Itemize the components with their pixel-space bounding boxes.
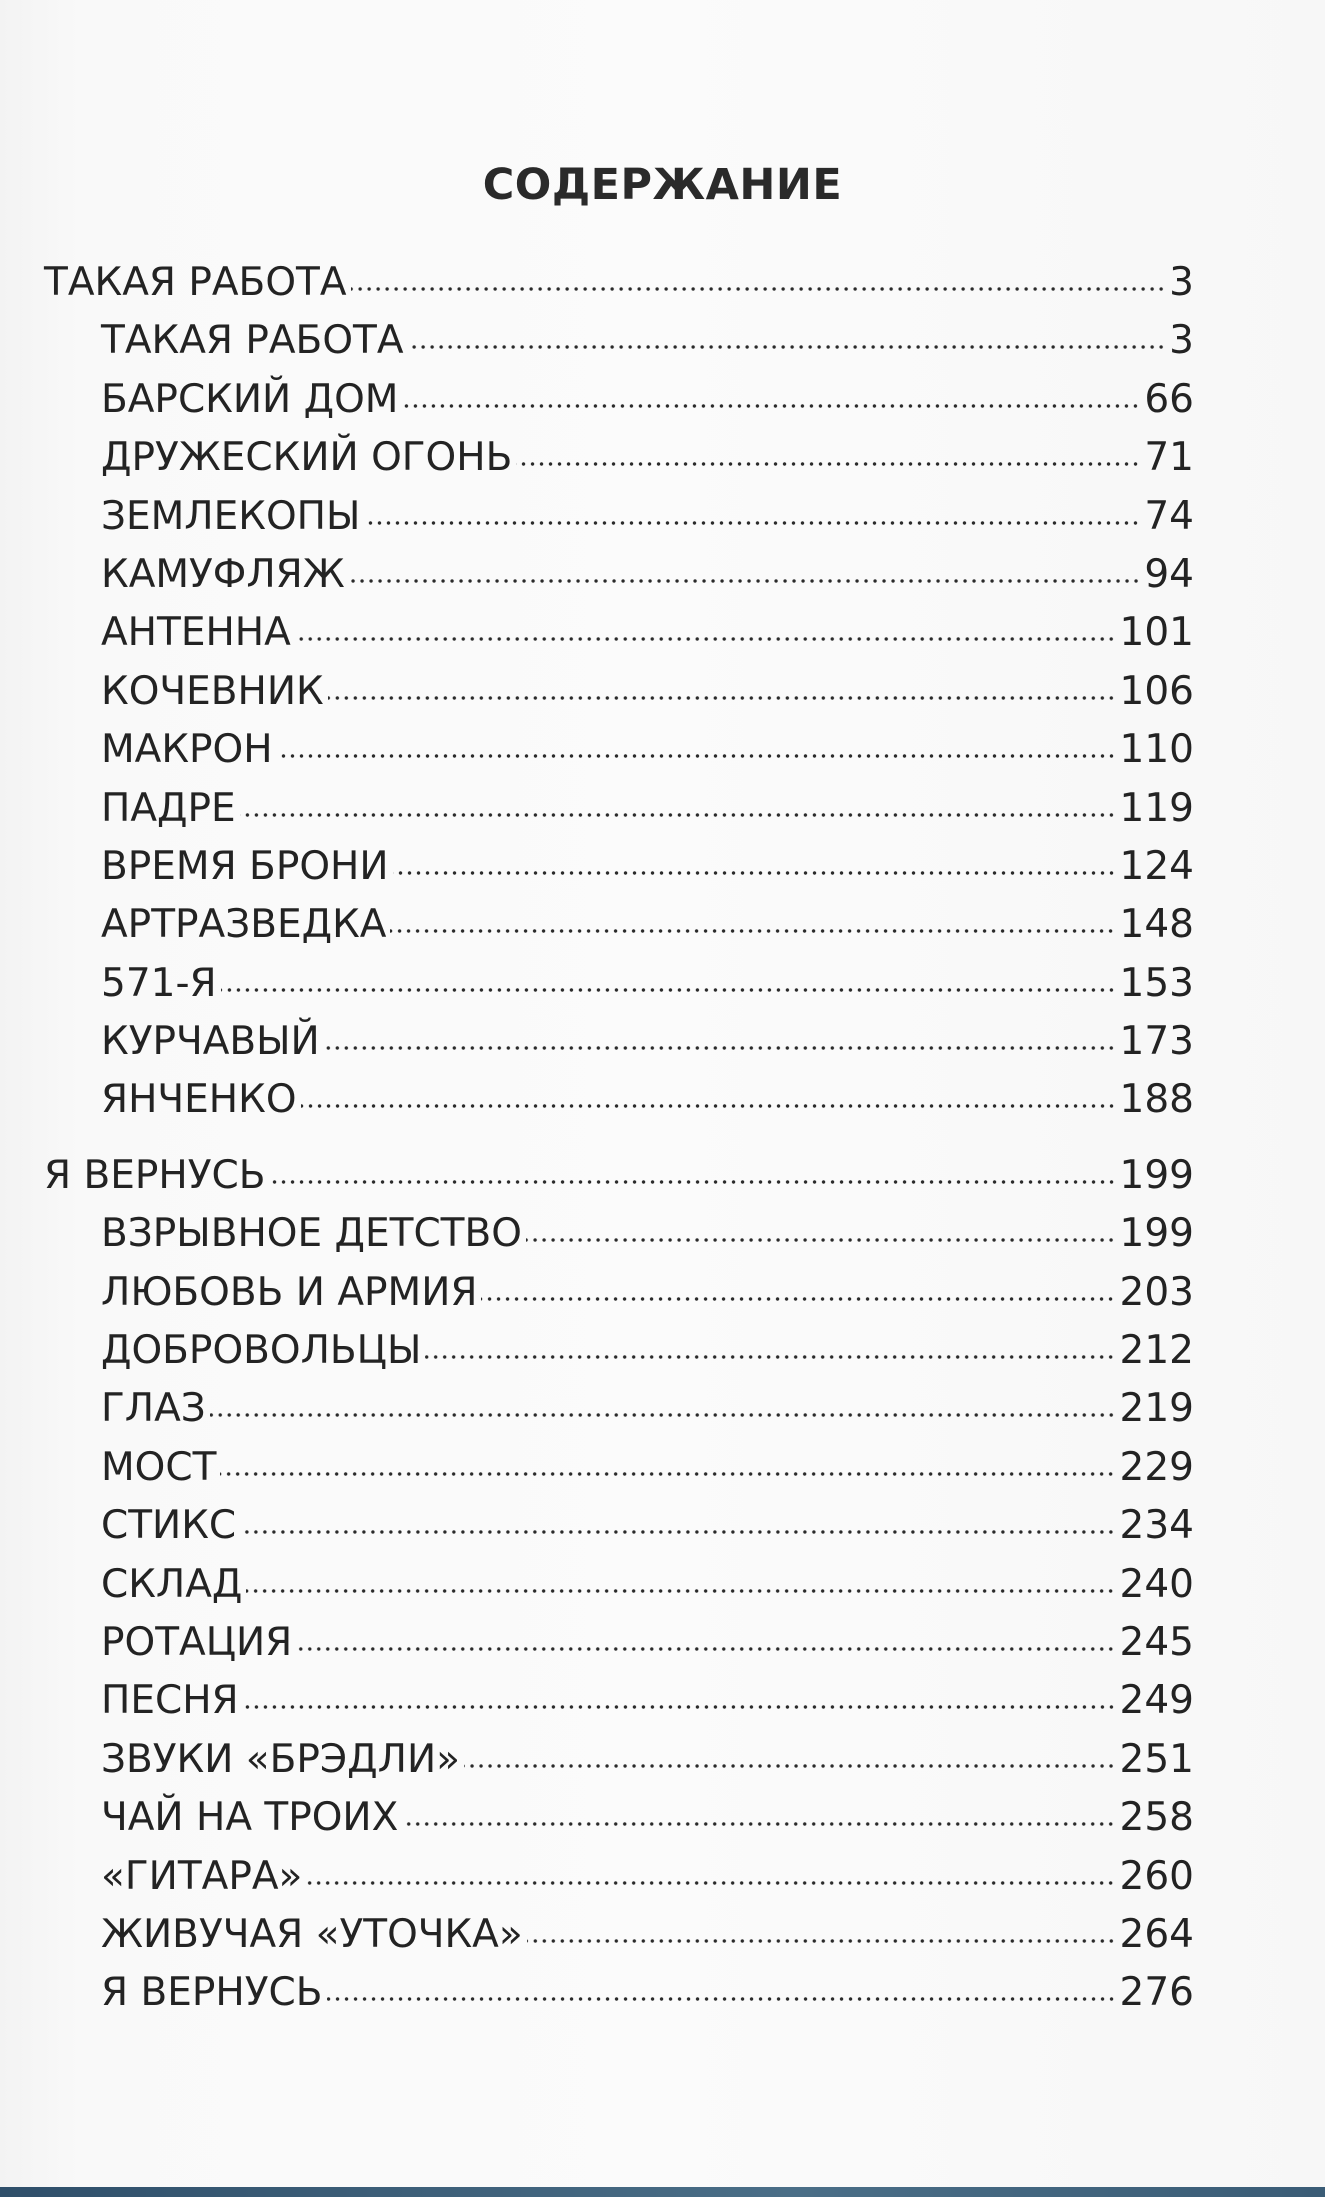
toc-entry-title: КОЧЕВНИК	[101, 668, 324, 714]
toc-entry-title: ГЛАЗ	[101, 1386, 206, 1432]
toc-entry-page-number: 71	[1144, 435, 1194, 481]
toc-entry-page-number: 188	[1119, 1077, 1194, 1123]
toc-entry-page-number: 249	[1119, 1678, 1194, 1724]
toc-entry-page-number: 199	[1119, 1152, 1194, 1198]
toc-entry-title: БАРСКИЙ ДОМ	[101, 376, 399, 422]
toc-chapter-entry	[44, 312, 1194, 370]
toc-entry-title: 571-Я	[101, 960, 217, 1006]
toc-chapter-entry	[44, 1906, 1194, 1964]
toc-chapter-entry	[44, 1556, 1194, 1614]
toc-entry-page-number: 106	[1119, 668, 1194, 714]
toc-entry-page-number: 260	[1119, 1853, 1194, 1899]
toc-entry-title: МОСТ	[101, 1444, 217, 1490]
toc-entry-page-number: 276	[1119, 1970, 1194, 2016]
dot-leader	[301, 1103, 1116, 1109]
toc-entry-page-number: 101	[1119, 610, 1194, 656]
dot-leader	[243, 1704, 1116, 1710]
toc-chapter-entry	[44, 663, 1194, 721]
toc-entry-title: КАМУФЛЯЖ	[101, 551, 345, 597]
dot-leader	[240, 1529, 1115, 1535]
dot-leader	[327, 1996, 1116, 2002]
toc-entry-title: КУРЧАВЫЙ	[101, 1019, 320, 1065]
toc-entry-title: Я ВЕРНУСЬ	[101, 1970, 323, 2016]
dot-leader	[526, 1237, 1116, 1243]
toc-chapter-entry	[44, 488, 1194, 546]
toc-entry-page-number: 173	[1119, 1019, 1194, 1065]
toc-entry-title: «ГИТАРА»	[101, 1853, 303, 1899]
dot-leader	[210, 1412, 1116, 1418]
toc-entry-page-number: 148	[1119, 902, 1194, 948]
dot-leader	[408, 344, 1166, 350]
dot-leader	[220, 1471, 1115, 1477]
toc-entry-page-number: 229	[1119, 1444, 1194, 1490]
dot-leader	[270, 1179, 1116, 1185]
toc-entry-title: СКЛАД	[101, 1561, 243, 1607]
toc-chapter-entry	[44, 721, 1194, 779]
toc-entry-title: ТАКАЯ РАБОТА	[101, 318, 404, 364]
dot-leader	[240, 812, 1116, 818]
dot-leader	[425, 1354, 1115, 1360]
toc-entry-page-number: 219	[1119, 1386, 1194, 1432]
toc-chapter-entry	[44, 838, 1194, 896]
toc-entry-page-number: 245	[1119, 1619, 1194, 1665]
toc-entry-page-number: 212	[1119, 1328, 1194, 1374]
dot-leader	[527, 1938, 1116, 1944]
dot-leader	[464, 1763, 1116, 1769]
dot-leader	[402, 1821, 1115, 1827]
toc-entry-page-number: 124	[1119, 843, 1194, 889]
dot-leader	[277, 753, 1116, 759]
toc-entry-page-number: 199	[1119, 1211, 1194, 1257]
dot-leader	[351, 286, 1166, 292]
toc-chapter-entry	[44, 896, 1194, 954]
dot-leader	[516, 461, 1140, 467]
dot-leader	[390, 928, 1115, 934]
table-of-contents	[44, 254, 1194, 2023]
toc-chapter-entry	[44, 1789, 1194, 1847]
toc-chapter-entry	[44, 955, 1194, 1013]
toc-entry-page-number: 203	[1119, 1269, 1194, 1315]
toc-entry-page-number: 3	[1169, 318, 1194, 364]
dot-leader	[221, 987, 1116, 993]
dot-leader	[246, 1588, 1115, 1594]
toc-chapter-entry	[44, 1731, 1194, 1789]
toc-chapter-entry	[44, 1848, 1194, 1906]
scan-edge	[0, 2187, 1325, 2197]
toc-entry-title: ПАДРЕ	[101, 785, 236, 831]
toc-chapter-entry	[44, 1672, 1194, 1730]
toc-entry-title: АРТРАЗВЕДКА	[101, 902, 387, 948]
toc-entry-title: ЗЕМЛЕКОПЫ	[101, 493, 361, 539]
toc-chapter-entry	[44, 546, 1194, 604]
toc-entry-page-number: 258	[1119, 1795, 1194, 1841]
toc-entry-page-number: 74	[1144, 493, 1194, 539]
toc-chapter-entry	[44, 1071, 1194, 1129]
toc-chapter-entry	[44, 1439, 1194, 1497]
toc-entry-title: ДРУЖЕСКИЙ ОГОНЬ	[101, 435, 513, 481]
toc-entry-page-number: 94	[1144, 551, 1194, 597]
toc-chapter-entry	[44, 1205, 1194, 1263]
toc-entry-title: ПЕСНЯ	[101, 1678, 239, 1724]
dot-leader	[481, 1296, 1115, 1302]
toc-chapter-entry	[44, 1497, 1194, 1555]
toc-entry-title: СТИКС	[101, 1503, 237, 1549]
toc-part-entry	[44, 254, 1194, 312]
toc-entry-page-number: 119	[1119, 785, 1194, 831]
toc-entry-page-number: 240	[1119, 1561, 1194, 1607]
toc-entry-page-number: 153	[1119, 960, 1194, 1006]
dot-leader	[349, 578, 1141, 584]
page-title: СОДЕРЖАНИЕ	[482, 160, 843, 210]
toc-entry-page-number: 234	[1119, 1503, 1194, 1549]
toc-chapter-entry	[44, 429, 1194, 487]
dot-leader	[364, 520, 1140, 526]
toc-entry-title: ЛЮБОВЬ И АРМИЯ	[101, 1269, 478, 1315]
toc-entry-title: РОТАЦИЯ	[101, 1619, 293, 1665]
toc-chapter-entry	[44, 1013, 1194, 1071]
dot-leader	[306, 1880, 1115, 1886]
toc-part-entry	[44, 1147, 1194, 1205]
toc-entry-title: ЧАЙ НА ТРОИХ	[101, 1795, 399, 1841]
dot-leader	[393, 870, 1116, 876]
toc-entry-title: ЯНЧЕНКО	[101, 1077, 297, 1123]
toc-chapter-entry	[44, 1964, 1194, 2022]
toc-entry-page-number: 66	[1144, 376, 1194, 422]
toc-entry-title: ВРЕМЯ БРОНИ	[101, 843, 389, 889]
toc-entry-title: АНТЕННА	[101, 610, 291, 656]
dot-leader	[324, 1045, 1116, 1051]
toc-entry-title: МАКРОН	[101, 727, 273, 773]
toc-entry-page-number: 264	[1119, 1911, 1194, 1957]
toc-entry-page-number: 251	[1119, 1736, 1194, 1782]
toc-entry-page-number: 110	[1119, 727, 1194, 773]
dot-leader	[328, 695, 1116, 701]
dot-leader	[295, 636, 1116, 642]
toc-chapter-entry	[44, 1614, 1194, 1672]
toc-entry-page-number: 3	[1169, 260, 1194, 305]
toc-entry-title: ТАКАЯ РАБОТА	[44, 260, 347, 305]
toc-chapter-entry	[44, 780, 1194, 838]
toc-chapter-entry	[44, 371, 1194, 429]
dot-leader	[296, 1646, 1115, 1652]
toc-entry-title: ДОБРОВОЛЬЦЫ	[101, 1328, 422, 1374]
toc-entry-title: ЗВУКИ «БРЭДЛИ»	[101, 1736, 460, 1782]
toc-chapter-entry	[44, 1264, 1194, 1322]
toc-entry-title: ЖИВУЧАЯ «УТОЧКА»	[101, 1911, 523, 1957]
toc-chapter-entry	[44, 1322, 1194, 1380]
dot-leader	[402, 403, 1140, 409]
toc-entry-title: Я ВЕРНУСЬ	[44, 1152, 266, 1198]
toc-chapter-entry	[44, 604, 1194, 662]
toc-entry-title: ВЗРЫВНОЕ ДЕТСТВО	[101, 1211, 522, 1257]
toc-chapter-entry	[44, 1380, 1194, 1438]
